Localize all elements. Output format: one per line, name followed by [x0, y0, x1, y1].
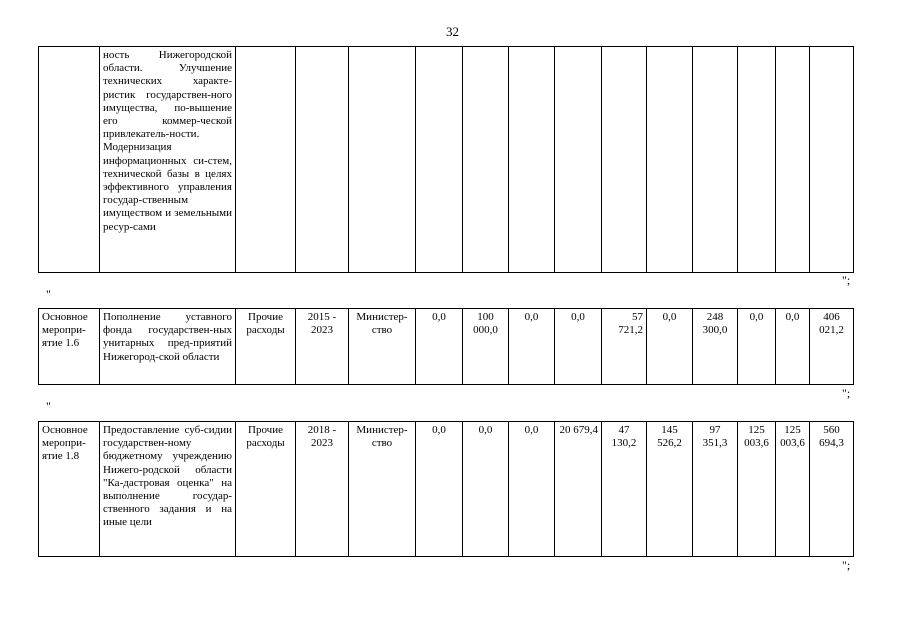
value-cell	[509, 47, 555, 273]
value-cell	[776, 47, 810, 273]
value-cell	[463, 47, 509, 273]
value-cell: 0,0	[416, 309, 463, 385]
value-cell	[810, 47, 854, 273]
executor-cell	[349, 47, 416, 273]
code-cell: Основное меропри-ятие 1.6	[39, 309, 100, 385]
value-cell: 0,0	[509, 422, 555, 557]
expense-type-cell: Прочие расходы	[236, 309, 296, 385]
value-cell: 0,0	[416, 422, 463, 557]
value-cell: 248 300,0	[693, 309, 738, 385]
closing-quote-mark: ";	[842, 558, 851, 572]
value-cell	[416, 47, 463, 273]
opening-quote-mark: "	[46, 287, 51, 301]
period-cell	[296, 47, 349, 273]
closing-quote-mark: ";	[842, 386, 851, 400]
period-cell: 2015 - 2023	[296, 309, 349, 385]
code-cell	[39, 47, 100, 273]
value-cell: 100 000,0	[463, 309, 509, 385]
value-cell: 145 526,2	[647, 422, 693, 557]
value-cell: 57 721,2	[602, 309, 647, 385]
period-cell: 2018 - 2023	[296, 422, 349, 557]
expense-type-cell	[236, 47, 296, 273]
value-cell: 560 694,3	[810, 422, 854, 557]
table-continuation	[38, 46, 854, 273]
value-cell	[555, 47, 602, 273]
table-row	[39, 47, 854, 273]
value-cell: 0,0	[463, 422, 509, 557]
value-cell: 125 003,6	[776, 422, 810, 557]
table-row	[39, 422, 854, 557]
expense-type-cell: Прочие расходы	[236, 422, 296, 557]
executor-cell: Министер-ство	[349, 422, 416, 557]
executor-cell: Министер-ство	[349, 309, 416, 385]
page-number: 32	[446, 24, 459, 39]
table-measure-1-6	[38, 308, 854, 385]
description-cell: Пополнение уставного фонда государствен-ных унитарных пред-приятий Нижегород-ской области	[100, 309, 236, 385]
value-cell: 97 351,3	[693, 422, 738, 557]
value-cell: 20 679,4	[555, 422, 602, 557]
value-cell: 0,0	[555, 309, 602, 385]
value-cell: 0,0	[509, 309, 555, 385]
closing-quote-mark: ";	[842, 273, 851, 287]
table-row	[39, 309, 854, 385]
description-cell: Предоставление суб-сидии государствен-ному бюджетному учреждению Нижего-родской области "Ка-дастровая оценка" на выполнение государ-ственного задания и на иные цели	[100, 422, 236, 557]
value-cell: 0,0	[738, 309, 776, 385]
value-cell	[647, 47, 693, 273]
value-cell	[602, 47, 647, 273]
value-cell	[738, 47, 776, 273]
value-cell: 0,0	[647, 309, 693, 385]
value-cell	[693, 47, 738, 273]
value-cell: 406 021,2	[810, 309, 854, 385]
value-cell: 0,0	[776, 309, 810, 385]
value-cell: 125 003,6	[738, 422, 776, 557]
table-measure-1-8	[38, 421, 854, 557]
value-cell: 47 130,2	[602, 422, 647, 557]
opening-quote-mark: "	[46, 399, 51, 413]
description-cell: ность Нижегородской области. Улучшение технических характе-ристик государствен-ного имущества, по-вышение его коммер-ческой привлекатель-ности. Модернизация информационных си-стем, технической базы в целях эффективного управления государ-ственным имуществом и земельными ресур-сами	[100, 47, 236, 273]
code-cell: Основное меропри-ятие 1.8	[39, 422, 100, 557]
